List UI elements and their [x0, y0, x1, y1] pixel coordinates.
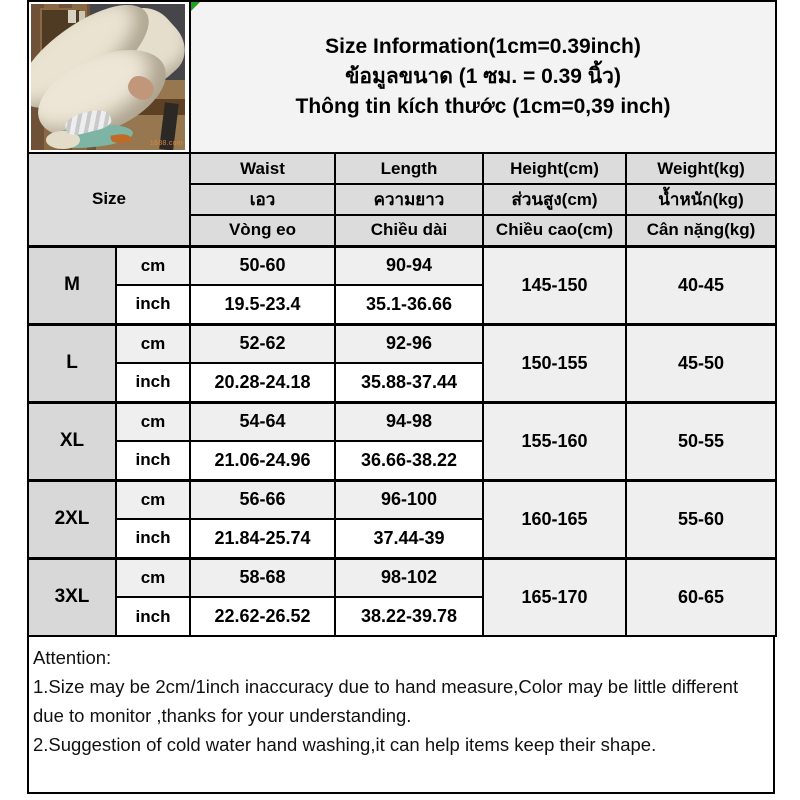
- waist-header-vi: Vòng eo: [190, 215, 335, 246]
- length-header-en: Length: [335, 153, 483, 184]
- length-cm-value: 90-94: [335, 246, 483, 285]
- waist-inch-value: 22.62-26.52: [190, 597, 335, 636]
- size-label: 3XL: [28, 558, 116, 636]
- unit-inch: inch: [116, 285, 190, 324]
- height-value: 155-160: [483, 402, 626, 480]
- length-inch-value: 37.44-39: [335, 519, 483, 558]
- waist-cm-value: 58-68: [190, 558, 335, 597]
- length-cm-value: 96-100: [335, 480, 483, 519]
- waist-cm-value: 56-66: [190, 480, 335, 519]
- height-header-en: Height(cm): [483, 153, 626, 184]
- photo-watermark: 1688.com: [149, 140, 183, 147]
- height-value: 145-150: [483, 246, 626, 324]
- unit-cm: cm: [116, 402, 190, 441]
- size-table: [27, 0, 777, 637]
- weight-value: 60-65: [626, 558, 776, 636]
- length-inch-value: 35.88-37.44: [335, 363, 483, 402]
- waist-inch-value: 21.06-24.96: [190, 441, 335, 480]
- unit-cm: cm: [116, 324, 190, 363]
- length-inch-value: 38.22-39.78: [335, 597, 483, 636]
- length-header-vi: Chiều dài: [335, 215, 483, 246]
- product-photo: [31, 4, 185, 150]
- weight-header-en: Weight(kg): [626, 153, 776, 184]
- attention-note-box: [27, 635, 775, 794]
- length-cm-value: 92-96: [335, 324, 483, 363]
- height-header-th: ส่วนสูง(cm): [483, 184, 626, 215]
- size-label: L: [28, 324, 116, 402]
- unit-inch: inch: [116, 363, 190, 402]
- table-row: [28, 558, 776, 597]
- waist-cm-value: 50-60: [190, 246, 335, 285]
- weight-value: 50-55: [626, 402, 776, 480]
- weight-value: 45-50: [626, 324, 776, 402]
- weight-header-th: น้ำหนัก(kg): [626, 184, 776, 215]
- table-row: [28, 480, 776, 519]
- title-thai: ข้อมูลขนาด (1 ซม. = 0.39 นิ้ว): [345, 65, 621, 88]
- shelf-bottle: [68, 10, 76, 23]
- length-cm-value: 94-98: [335, 402, 483, 441]
- title-cell: [190, 1, 776, 153]
- attention-line-1: 1.Size may be 2cm/1inch inaccuracy due to hand measure,Color may be little different due to monitor ,thanks for your understanding.: [33, 676, 739, 726]
- height-value: 160-165: [483, 480, 626, 558]
- weight-value: 40-45: [626, 246, 776, 324]
- waist-cm-value: 52-62: [190, 324, 335, 363]
- size-label: XL: [28, 402, 116, 480]
- height-value: 150-155: [483, 324, 626, 402]
- waist-cm-value: 54-64: [190, 402, 335, 441]
- title-english: Size Information(1cm=0.39inch): [325, 35, 641, 58]
- unit-cm: cm: [116, 558, 190, 597]
- waist-header-th: เอว: [190, 184, 335, 215]
- unit-inch: inch: [116, 597, 190, 636]
- length-inch-value: 35.1-36.66: [335, 285, 483, 324]
- length-cm-value: 98-102: [335, 558, 483, 597]
- title-vietnamese: Thông tin kích thước (1cm=0,39 inch): [295, 95, 671, 118]
- waist-inch-value: 21.84-25.74: [190, 519, 335, 558]
- unit-inch: inch: [116, 441, 190, 480]
- product-photo-cell: [28, 1, 190, 153]
- size-column-header: Size: [28, 153, 190, 246]
- unit-cm: cm: [116, 480, 190, 519]
- waist-inch-value: 20.28-24.18: [190, 363, 335, 402]
- table-row: [28, 324, 776, 363]
- waist-inch-value: 19.5-23.4: [190, 285, 335, 324]
- table-row: [28, 1, 776, 153]
- length-header-th: ความยาว: [335, 184, 483, 215]
- height-value: 165-170: [483, 558, 626, 636]
- size-label: M: [28, 246, 116, 324]
- green-corner-marker-icon: [191, 2, 200, 11]
- table-row: [28, 402, 776, 441]
- table-row: [28, 246, 776, 285]
- header-row-english: [28, 153, 776, 184]
- height-header-vi: Chiều cao(cm): [483, 215, 626, 246]
- attention-line-2: 2.Suggestion of cold water hand washing,it can help items keep their shape.: [33, 734, 657, 755]
- size-label: 2XL: [28, 480, 116, 558]
- length-inch-value: 36.66-38.22: [335, 441, 483, 480]
- attention-heading: Attention:: [33, 647, 112, 668]
- unit-inch: inch: [116, 519, 190, 558]
- unit-cm: cm: [116, 246, 190, 285]
- weight-header-vi: Cân nặng(kg): [626, 215, 776, 246]
- waist-header-en: Waist: [190, 153, 335, 184]
- weight-value: 55-60: [626, 480, 776, 558]
